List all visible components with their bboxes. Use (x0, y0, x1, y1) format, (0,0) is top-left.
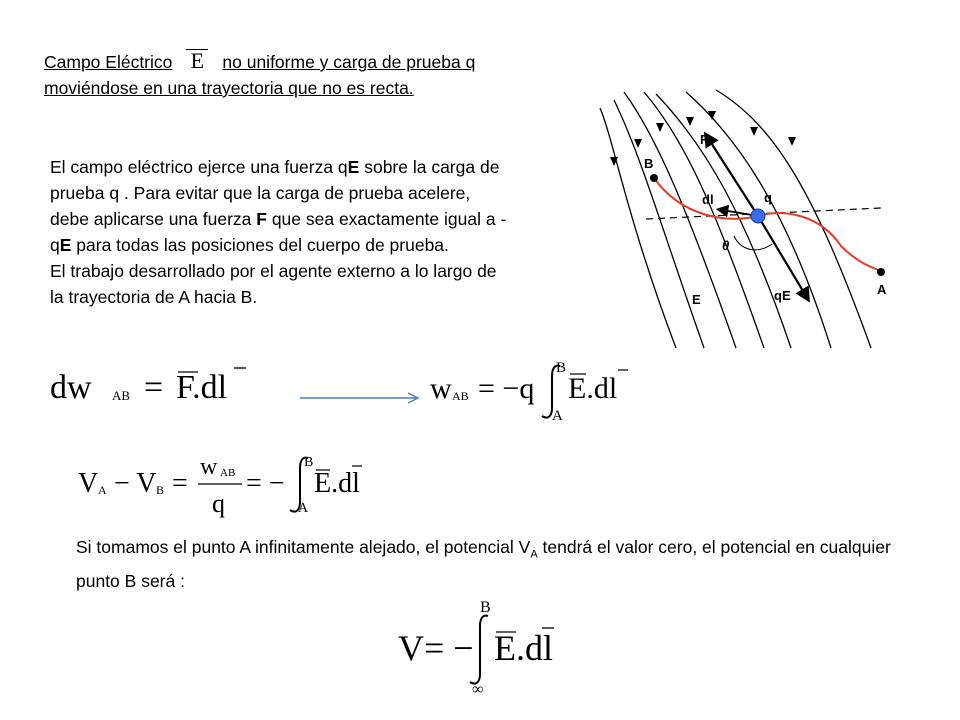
para1-text-2: sobre la carga de prueba q . Para evitar que la carga de prueba acelere, debe aplicarse una fuerza (50, 157, 500, 229)
field-symbol: E (172, 48, 222, 74)
field-diagram (586, 86, 896, 356)
svg-text:B: B (304, 455, 314, 470)
svg-text:E.dl: E.dl (494, 628, 553, 668)
svg-text:B: B (480, 599, 491, 616)
equation-potential-difference (76, 452, 368, 522)
para1-bold-e1: E (347, 157, 360, 177)
infinity-reference-paragraph (76, 534, 916, 594)
svg-text:= −: = − (246, 468, 285, 499)
para1-text-5: El trabajo desarrollado por el agente externo a lo largo de la trayectoria de A hacia B. (50, 261, 497, 307)
label-dl: dl (702, 192, 714, 207)
svg-text:AB: AB (112, 388, 131, 403)
title-part2: no uniforme y carga de prueba q moviéndose en una trayectoria que no es recta. (44, 52, 476, 98)
svg-text:F.dl: F.dl (176, 369, 228, 406)
svg-text:=: = (144, 369, 164, 406)
label-q: q (764, 190, 772, 205)
field-line-5 (656, 94, 791, 348)
svg-text:∞: ∞ (472, 681, 484, 696)
svg-text:=: = (172, 468, 188, 499)
para1-bold-e2: E (59, 235, 72, 255)
implication-arrow (298, 390, 424, 406)
svg-text:w: w (430, 372, 452, 405)
label-qe: qE (774, 288, 791, 303)
para1-text-1: El campo eléctrico ejerce una fuerza q (50, 157, 348, 177)
svg-text:V: V (78, 468, 99, 499)
svg-text:AB: AB (452, 389, 469, 403)
explanation-paragraph (50, 154, 512, 310)
field-line-3 (624, 92, 736, 348)
svg-text:dw: dw (50, 369, 92, 406)
equation-potential (396, 598, 562, 696)
title-part1: Campo Eléctrico (44, 52, 173, 72)
svg-text:A: A (98, 483, 107, 497)
label-theta: θ (722, 238, 730, 253)
svg-text:A: A (298, 501, 309, 516)
para2-text-1: Si tomamos el punto A infinitamente alejado, el potencial V (76, 537, 531, 557)
para1-bold-f: F (256, 209, 267, 229)
point-a (877, 268, 885, 276)
svg-text:E.dl: E.dl (568, 372, 618, 405)
charge-q (751, 209, 765, 223)
para1-text-3: que sea exactamente igual a -q (50, 209, 507, 255)
svg-text:− V: − V (114, 468, 157, 499)
point-b (650, 174, 658, 182)
label-a: A (877, 282, 887, 297)
svg-text:B: B (556, 360, 567, 376)
svg-text:B: B (156, 483, 165, 497)
para1-text-4: para todas las posiciones del cuerpo de prueba. (71, 235, 449, 255)
para2-subscript: A (530, 548, 538, 561)
svg-text:AB: AB (220, 467, 236, 479)
svg-text:= −: = − (424, 628, 474, 668)
label-b: B (644, 156, 654, 171)
svg-text:V: V (398, 628, 424, 668)
force-qe-arrow (758, 216, 806, 296)
svg-text:w: w (200, 454, 218, 480)
slide-title (44, 48, 494, 101)
svg-text:E.dl: E.dl (314, 468, 360, 499)
label-f: F (700, 132, 708, 147)
equation-dw (48, 362, 248, 412)
svg-text:= −q: = −q (478, 372, 535, 405)
svg-text:q: q (212, 489, 225, 518)
label-e: E (692, 292, 701, 307)
svg-text:A: A (552, 408, 563, 424)
equation-wab (428, 356, 640, 426)
para2-text-2: tendrá el valor cero, el potencial en cualquier punto B será : (76, 537, 891, 591)
